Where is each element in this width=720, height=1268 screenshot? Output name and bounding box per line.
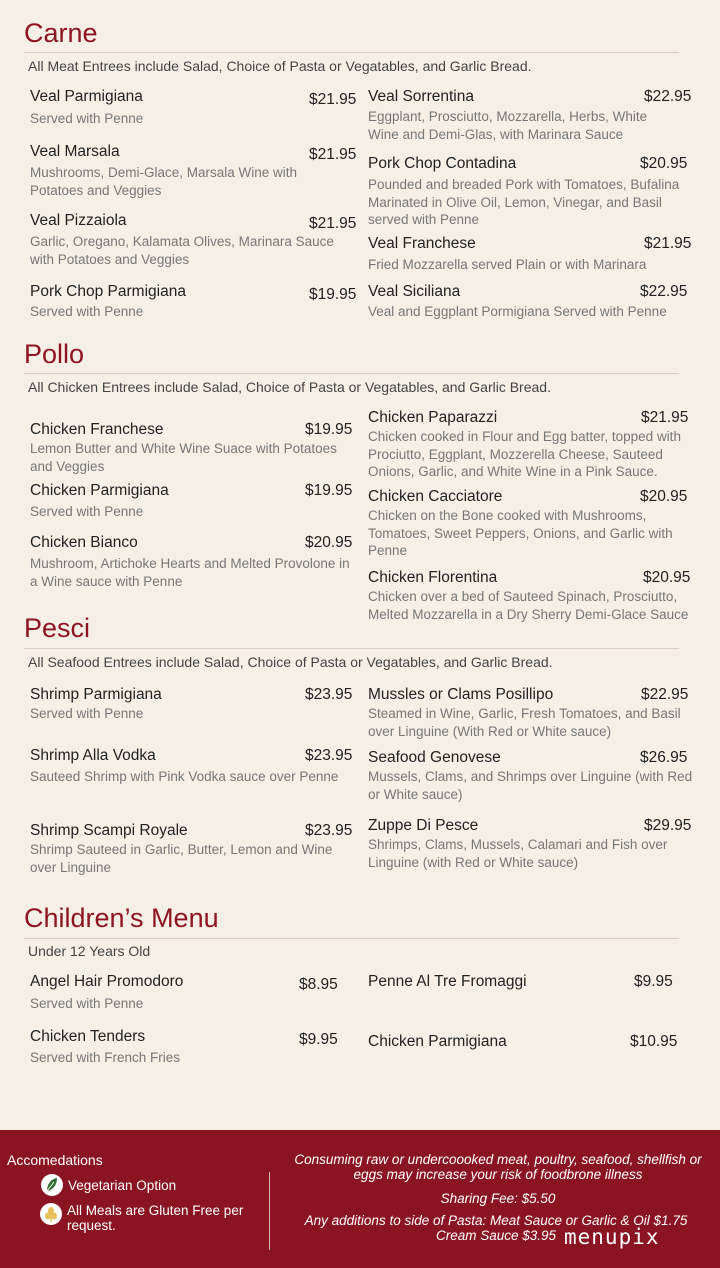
item-description: Fried Mozzarella served Plain or with Marinara [368,257,647,272]
item-name: Chicken Franchese [30,421,164,438]
accommodations-title: Accomedations [7,1152,103,1168]
item-price: $21.95 [309,91,357,108]
item-name: Chicken Parmigiana [30,482,169,499]
item-name: Chicken Cacciatore [368,488,503,505]
item-description: Chicken on the Bone cooked with Mushrooms, Tomatoes, Sweet Peppers, Onions, and Garlic with Penne [368,508,673,558]
item-price: $21.95 [644,235,692,252]
item-price: $20.95 [643,569,691,586]
section-title-pesci: Pesci [24,613,91,643]
item-description: Served with Penne [30,504,144,519]
item-name: Veal Siciliana [368,283,461,300]
item-name: Pork Chop Parmigiana [30,283,186,300]
item-description: Mussels, Clams, and Shrimps over Linguine (with Red or White sauce) [368,769,693,802]
item-description: Pounded and breaded Pork with Tomatoes, Bufalina Marinated in Olive Oil, Lemon, Vinegar, and Basil served with Penne [368,177,680,227]
item-name: Veal Sorrentina [368,88,474,105]
wheat-icon [40,1203,62,1225]
section-title-carne: Carne [24,18,98,48]
section-divider [24,52,679,53]
sharing-fee: Sharing Fee: $5.50 [440,1191,556,1206]
item-price: $21.95 [309,215,357,232]
item-description: Mushrooms, Demi-Glace, Marsala Wine with Potatoes and Veggies [30,165,298,198]
item-name: Seafood Genovese [368,749,501,766]
item-price: $22.95 [644,88,692,105]
item-price: $21.95 [309,146,357,163]
item-price: $20.95 [640,155,688,172]
item-description: Veal and Eggplant Pormigiana Served with Penne [368,304,667,319]
item-name: Chicken Tenders [30,1028,146,1045]
section-intro: All Seafood Entrees include Salad, Choice of Pasta or Vegatables, and Garlic Bread. [28,654,553,670]
item-description: Served with Penne [30,706,144,721]
item-description: Served with Penne [30,304,144,319]
item-price: $10.95 [630,1033,678,1050]
item-name: Chicken Parmigiana [368,1033,507,1050]
item-description: Shrimp Sauteed in Garlic, Butter, Lemon and Wine over Linguine [30,842,333,875]
item-description: Eggplant, Prosciutto, Mozzarella, Herbs, White Wine and Demi-Glas, with Marinara Sauce [368,109,648,142]
pasta-additions: Any additions to side of Pasta: Meat Sauce or Garlic & Oil $1.75 Cream Sauce $3.95 [304,1213,688,1243]
item-price: $9.95 [634,973,673,990]
item-price: $22.95 [641,686,689,703]
section-divider [24,648,679,649]
item-name: Chicken Florentina [368,569,498,586]
item-price: $23.95 [305,686,353,703]
item-description: Lemon Butter and White Wine Suace with Potatoes and Veggies [30,441,337,474]
item-price: $19.95 [305,421,353,438]
menupix-watermark: menupix [564,1225,660,1249]
item-price: $22.95 [640,283,688,300]
item-price: $19.95 [305,482,353,499]
item-price: $21.95 [641,409,689,426]
leaf-icon [41,1174,63,1196]
footer-divider [269,1172,270,1250]
item-description: Chicken over a bed of Sauteed Spinach, Prosciutto, Melted Mozzarella in a Dry Sherry Demi-Glace Sauce [368,589,689,622]
item-description: Chicken cooked in Flour and Egg batter, topped with Prociutto, Eggplant, Mozzerella Cheese, Sauteed Onions, Garlic, and White Wine in a Pink Sauce. [368,429,681,479]
raw-food-warning: Consuming raw or undercoooked meat, poultry, seafood, shellfish or eggs may increase your risk of foodbrone illness [294,1152,702,1182]
item-price: $8.95 [299,976,338,993]
section-title-children: Children’s Menu [24,903,219,933]
section-intro: All Chicken Entrees include Salad, Choice of Pasta or Vegatables, and Garlic Bread. [28,379,551,395]
item-name: Veal Franchese [368,235,476,252]
item-description: Garlic, Oregano, Kalamata Olives, Marinara Sauce with Potatoes and Veggies [30,234,334,267]
section-title-pollo: Pollo [24,339,85,369]
item-description: Steamed in Wine, Garlic, Fresh Tomatoes, and Basil over Linguine (With Red or White sauce) [368,706,681,739]
item-name: Veal Parmigiana [30,88,143,105]
item-name: Shrimp Parmigiana [30,686,162,703]
item-description: Shrimps, Clams, Mussels, Calamari and Fish over Linguine (with Red or White sauce) [368,837,668,870]
item-description: Mushroom, Artichoke Hearts and Melted Provolone in a Wine sauce with Penne [30,556,350,589]
item-name: Veal Pizzaiola [30,212,127,229]
item-name: Penne Al Tre Fromaggi [368,973,527,990]
gluten-free-label: All Meals are Gluten Free per request. [67,1203,244,1233]
item-name: Shrimp Scampi Royale [30,822,188,839]
item-description: Sauteed Shrimp with Pink Vodka sauce over Penne [30,769,339,784]
section-divider [24,938,679,939]
item-price: $9.95 [299,1031,338,1048]
item-description: Served with Penne [30,111,144,126]
item-price: $20.95 [640,488,688,505]
item-price: $23.95 [305,822,353,839]
item-name: Mussles or Clams Posillipo [368,686,554,703]
item-name: Chicken Paparazzi [368,409,498,426]
item-price: $23.95 [305,747,353,764]
vegetarian-label: Vegetarian Option [68,1178,177,1193]
item-name: Pork Chop Contadina [368,155,517,172]
item-name: Shrimp Alla Vodka [30,747,156,764]
item-name: Angel Hair Promodoro [30,973,184,990]
item-name: Zuppe Di Pesce [368,817,479,834]
item-description: Served with Penne [30,996,144,1011]
section-intro: All Meat Entrees include Salad, Choice of Pasta or Vegatables, and Garlic Bread. [28,58,532,74]
section-divider [24,373,679,374]
item-description: Served with French Fries [30,1050,181,1065]
item-name: Chicken Bianco [30,534,138,551]
item-price: $19.95 [309,286,357,303]
item-price: $29.95 [644,817,692,834]
item-price: $20.95 [305,534,353,551]
section-intro: Under 12 Years Old [28,943,151,959]
item-price: $26.95 [640,749,688,766]
item-name: Veal Marsala [30,143,120,160]
